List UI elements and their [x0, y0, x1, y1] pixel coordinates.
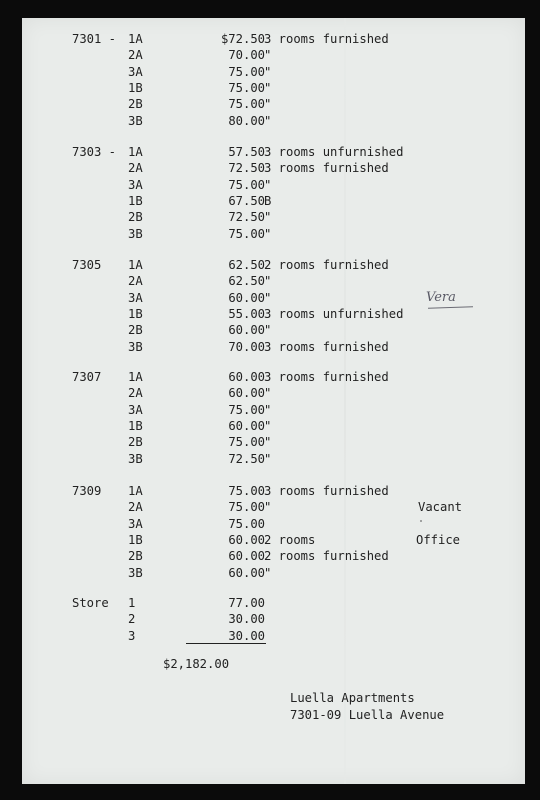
apartment-unit: 2A: [128, 48, 143, 63]
apartment-unit: 3A: [128, 516, 143, 531]
unit-description: ": [264, 565, 272, 580]
rent-amount: 67.50: [228, 193, 265, 208]
rent-amount: 72.50: [228, 451, 265, 466]
total-amount: $2,182.00: [163, 657, 230, 671]
apartment-unit: 1: [128, 596, 136, 610]
rent-amount: 75.00: [228, 484, 265, 498]
rent-amount: 77.00: [228, 596, 265, 610]
rent-amount: 30.00: [228, 612, 265, 627]
apartment-unit: 1B: [128, 193, 143, 208]
handwritten-note: Vera: [426, 290, 456, 305]
apartment-unit: 3B: [128, 565, 143, 580]
footer-address: 7301-09 Luella Avenue: [290, 708, 445, 722]
paper-speck: [420, 520, 422, 522]
rent-amount: 75.00: [228, 64, 265, 79]
unit-description: ": [264, 290, 272, 305]
unit-description: 3 rooms furnished: [264, 370, 389, 384]
unit-description: ": [264, 274, 272, 289]
rent-amount: 75.00: [228, 80, 265, 95]
unit-description: 2 rooms furnished: [264, 549, 389, 564]
rent-amount: 75.00: [228, 177, 265, 192]
apartment-unit: 3B: [128, 451, 143, 466]
rent-amount: 75.00: [228, 226, 265, 241]
footer-name: Luella Apartments: [290, 691, 415, 705]
apartment-unit: 2B: [128, 435, 143, 450]
unit-description: 3 rooms furnished: [264, 32, 389, 46]
unit-description: 3 rooms unfurnished: [264, 306, 404, 321]
apartment-unit: 2A: [128, 500, 143, 515]
rent-amount: 60.00: [228, 418, 265, 433]
apartment-unit: 1A: [128, 145, 143, 159]
unit-note: Vacant: [418, 500, 463, 515]
apartment-unit: 2A: [128, 161, 143, 176]
apartment-unit: 1B: [128, 306, 143, 321]
rent-amount: 70.00: [228, 339, 265, 354]
rent-amount: 80.00: [228, 113, 265, 128]
rent-amount: 75.00: [228, 97, 265, 112]
unit-note: Office: [416, 532, 461, 547]
rent-amount: 60.00: [228, 532, 265, 547]
building-number: 7307: [72, 370, 102, 384]
rent-amount: 60.00: [228, 370, 265, 384]
rent-amount: 60.00: [228, 549, 265, 564]
apartment-unit: 2: [128, 612, 136, 627]
apartment-unit: 3B: [128, 113, 143, 128]
unit-description: ": [264, 386, 272, 401]
rent-amount: 72.50: [228, 210, 265, 225]
unit-description: ": [264, 323, 272, 338]
rent-amount: 72.50: [228, 161, 265, 176]
document-page: [22, 18, 525, 784]
unit-description: ": [264, 97, 272, 112]
rent-amount: 75.00: [228, 402, 265, 417]
unit-description: ": [264, 500, 272, 515]
rent-amount: 75.00: [228, 500, 265, 515]
rent-amount: $72.50: [220, 32, 265, 46]
unit-description: ": [264, 64, 272, 79]
unit-description: 3 rooms unfurnished: [264, 145, 404, 159]
rent-amount: 62.50: [228, 274, 265, 289]
building-number: 7301 -: [72, 32, 117, 46]
apartment-unit: 1A: [128, 32, 143, 46]
unit-description: B: [264, 193, 272, 208]
fold-crease: [344, 18, 346, 784]
apartment-unit: 3A: [128, 402, 143, 417]
unit-description: ": [264, 177, 272, 192]
building-number: 7305: [72, 258, 102, 272]
building-number: 7309: [72, 484, 102, 498]
apartment-unit: 1B: [128, 418, 143, 433]
unit-description: 3 rooms furnished: [264, 339, 389, 354]
unit-description: ": [264, 113, 272, 128]
apartment-unit: 1B: [128, 532, 143, 547]
rent-amount: 30.00: [228, 628, 265, 643]
apartment-unit: 1A: [128, 370, 143, 384]
rent-amount: 62.50: [228, 258, 265, 272]
apartment-unit: 2A: [128, 386, 143, 401]
apartment-unit: 2B: [128, 323, 143, 338]
unit-description: 3 rooms furnished: [264, 484, 389, 498]
apartment-unit: 2B: [128, 210, 143, 225]
unit-description: 2 rooms furnished: [264, 258, 389, 272]
apartment-unit: 1A: [128, 258, 143, 272]
apartment-unit: 3B: [128, 226, 143, 241]
unit-description: ": [264, 210, 272, 225]
unit-description: ": [264, 48, 272, 63]
apartment-unit: 3A: [128, 64, 143, 79]
unit-description: ": [264, 435, 272, 450]
unit-description: 3 rooms furnished: [264, 161, 389, 176]
apartment-unit: 2B: [128, 549, 143, 564]
rent-amount: 57.50: [228, 145, 265, 159]
unit-description: ": [264, 418, 272, 433]
sum-underline: [186, 643, 266, 644]
apartment-unit: 2A: [128, 274, 143, 289]
building-number: 7303 -: [72, 145, 117, 159]
apartment-unit: 1A: [128, 484, 143, 498]
unit-description: ": [264, 80, 272, 95]
apartment-unit: 3: [128, 628, 136, 643]
building-number: Store: [72, 596, 109, 610]
apartment-unit: 3A: [128, 290, 143, 305]
apartment-unit: 2B: [128, 97, 143, 112]
unit-description: 2 rooms: [264, 532, 316, 547]
rent-amount: 60.00: [228, 386, 265, 401]
unit-description: ": [264, 451, 272, 466]
rent-amount: 60.00: [228, 290, 265, 305]
unit-description: ": [264, 226, 272, 241]
rent-amount: 75.00: [228, 516, 265, 531]
rent-amount: 75.00: [228, 435, 265, 450]
apartment-unit: 3A: [128, 177, 143, 192]
rent-amount: 70.00: [228, 48, 265, 63]
unit-description: ": [264, 402, 272, 417]
rent-amount: 60.00: [228, 323, 265, 338]
apartment-unit: 3B: [128, 339, 143, 354]
rent-amount: 55.00: [228, 306, 265, 321]
apartment-unit: 1B: [128, 80, 143, 95]
rent-amount: 60.00: [228, 565, 265, 580]
